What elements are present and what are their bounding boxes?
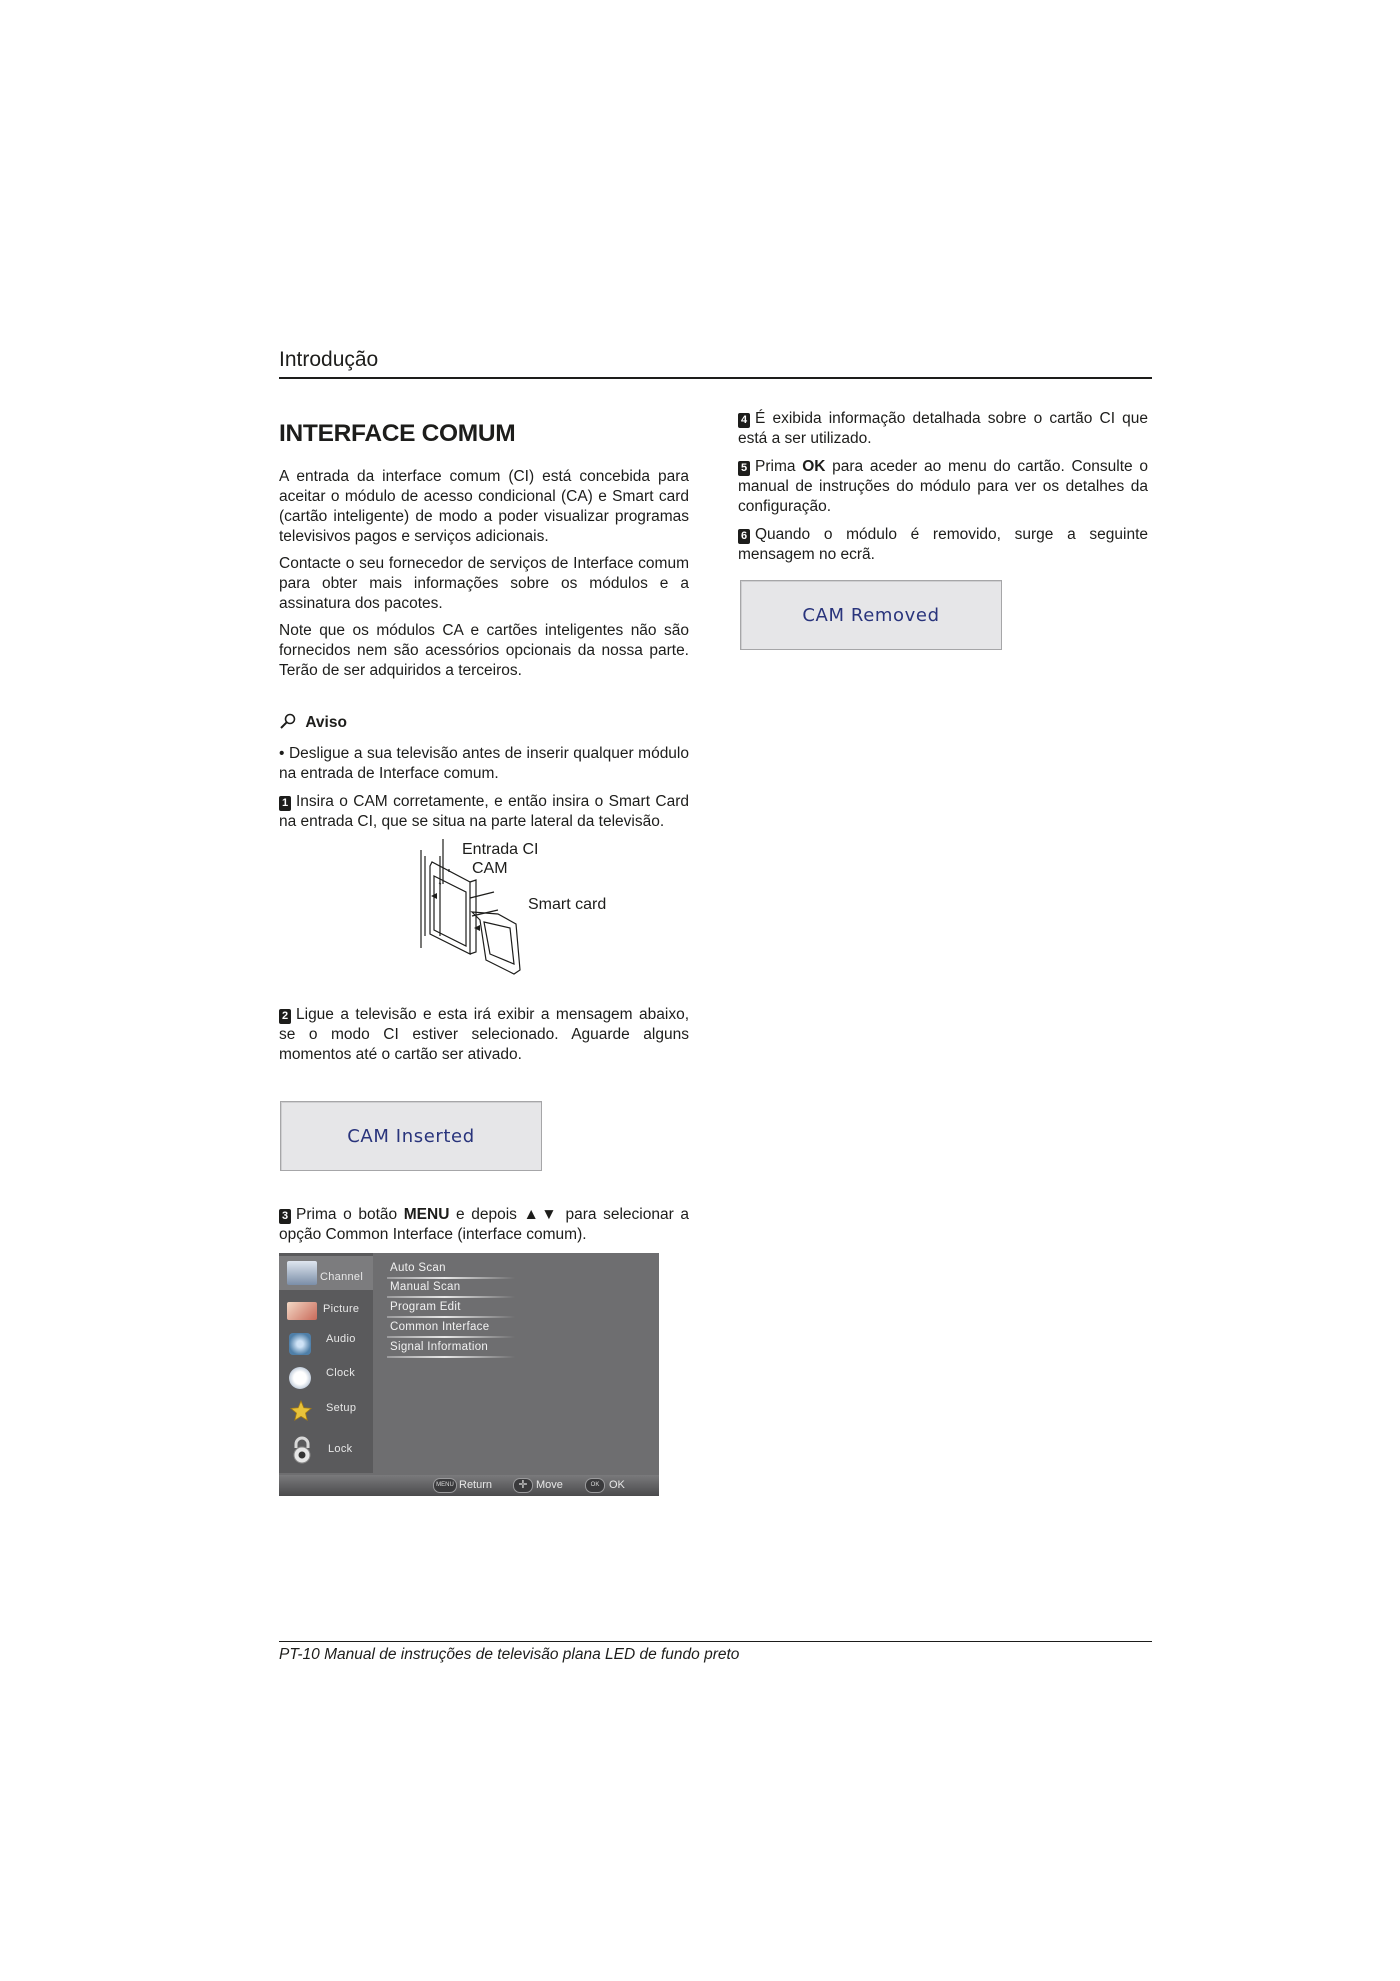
step-3: 3 Prima o botão MENU e depois ▲▼ para selecionar a opção Common Interface (interface comum). [279,1206,689,1243]
ok-button-icon: OK [585,1478,605,1493]
ok-key: OK [802,458,826,475]
step-2-text: Ligue a televisão e esta irá exibir a mensagem abaixo, se o modo CI estiver selecionado. Aguarde alguns momentos até o cartão ser ativado. [279,1006,689,1063]
step-6 [738,525,1148,565]
section-title: Introdução [279,348,379,371]
tv-option-signal-information[interactable]: Signal Information [390,1341,489,1353]
step-4-text: É exibida informação detalhada sobre o cartão CI que está a ser utilizado. [738,410,1148,447]
hint-move: Move [536,1479,563,1491]
tv-option-divider [387,1316,515,1318]
ci-slot-illustration [410,836,620,978]
lock-icon [291,1436,313,1464]
speaker-icon [289,1333,311,1355]
tv-option-program-edit[interactable]: Program Edit [390,1301,461,1313]
tv-option-divider [387,1356,515,1358]
tv-option-auto-scan[interactable]: Auto Scan [390,1262,446,1274]
footer-divider [279,1641,1152,1642]
step-number-badge: 3 [279,1209,291,1224]
page-heading: INTERFACE COMUM [279,420,516,447]
tv-menu-item-clock[interactable]: Clock [279,1361,373,1395]
cam-inserted-message: CAM Inserted [280,1101,542,1171]
step-number-badge: 5 [738,461,750,476]
warning-text: • Desligue a sua televisão antes de inserir qualquer módulo na entrada de Interface comum. [279,745,689,782]
tv-menu-item-channel[interactable]: Channel [279,1256,373,1290]
warning-block [279,744,689,832]
step-number-badge: 2 [279,1009,291,1024]
tv-option-manual-scan[interactable]: Manual Scan [390,1281,461,1293]
cam-label: CAM [472,860,508,877]
menu-button-icon: MENU [433,1478,457,1493]
tv-option-divider [387,1296,515,1298]
tv-menu-screenshot [279,1253,659,1496]
step-4 [738,409,1148,449]
step-1-text: Insira o CAM corretamente, e então insira o Smart Card na entrada CI, que se situa na parte lateral da televisão. [279,793,689,830]
clock-icon [289,1367,311,1389]
tv-menu-item-setup[interactable]: Setup [279,1396,373,1430]
step-6-text: Quando o módulo é removido, surge a seguinte mensagem no ecrã. [738,526,1148,563]
tv-option-common-interface[interactable]: Common Interface [390,1321,490,1333]
header-divider [279,377,1152,379]
magnifier-icon [279,714,301,731]
tv-menu-item-lock[interactable]: Lock [279,1434,373,1468]
tv-menu-item-picture[interactable]: Picture [279,1294,373,1328]
step-number-badge: 6 [738,529,750,544]
hint-return: Return [459,1479,493,1491]
move-arrows-icon: ✛ [513,1478,533,1493]
tv-screen-icon [287,1261,317,1285]
tv-menu-item-audio[interactable]: Audio [279,1327,373,1361]
smart-card-label: Smart card [528,896,607,913]
step-2 [279,1005,689,1065]
step-3-block [279,1205,689,1245]
right-column [738,409,1148,565]
tv-option-divider [387,1336,515,1338]
footer-text: PT-10 Manual de instruções de televisão plana LED de fundo preto [279,1646,740,1663]
paragraph-note: Note que os módulos CA e cartões inteligentes não são fornecidos nem são acessórios opcionais da nossa parte. Terão de ser adquiridos a terceiros. [279,622,689,679]
warning-label: Aviso [305,714,347,731]
step-number-badge: 1 [279,796,291,811]
warning-heading [279,713,347,732]
paragraph-contact: Contacte o seu fornecedor de serviços de Interface comum para obter mais informações sobre os módulos e a assinatura dos pacotes. [279,555,689,612]
star-icon [290,1400,312,1422]
intro-text [279,467,689,681]
step-number-badge: 4 [738,413,750,428]
hint-ok: OK [609,1479,625,1491]
step-1 [279,792,689,832]
cam-removed-message: CAM Removed [740,580,1002,650]
tv-option-divider [387,1277,515,1279]
tv-menu-hint-bar [279,1475,659,1496]
paragraph-ci-description: A entrada da interface comum (CI) está concebida para aceitar o módulo de acesso condicional (CA) e Smart card (cartão inteligente) de modo a poder visualizar programas televisivos pagos e serviços adicionais. [279,468,689,545]
step-2-block [279,1005,689,1065]
picture-icon [287,1302,317,1320]
step-5: 5 Prima OK para aceder ao menu do cartão. Consulte o manual de instruções do módulo para ver os detalhes da configuração. [738,458,1148,515]
ci-slot-label: Entrada CI [462,841,539,858]
menu-key: MENU [403,1206,450,1223]
